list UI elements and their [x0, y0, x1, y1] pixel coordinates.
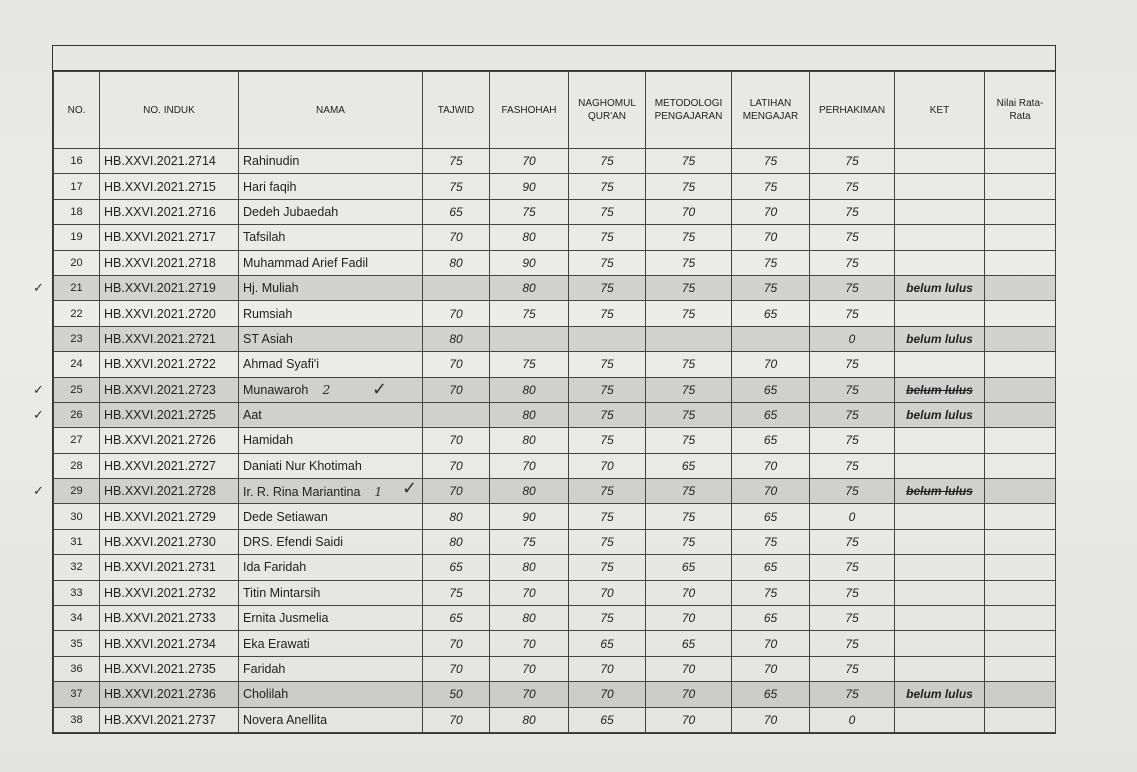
cell-latihan: 70 [732, 656, 810, 681]
cell-fashohah: 90 [490, 504, 569, 529]
cell-nilai-rata-rata [985, 225, 1056, 250]
table-row [54, 656, 1056, 681]
table-row [54, 580, 1056, 605]
cell-perhakiman: 75 [810, 199, 895, 224]
cell-nama: Hj. Muliah [239, 275, 423, 300]
cell-naghomul: 75 [569, 301, 646, 326]
cell-naghomul: 75 [569, 606, 646, 631]
cell-nama: Eka Erawati [239, 631, 423, 656]
cell-nama: Hamidah [239, 428, 423, 453]
cell-latihan: 70 [732, 199, 810, 224]
cell-fashohah: 70 [490, 656, 569, 681]
cell-metodologi: 75 [646, 352, 732, 377]
cell-tajwid: 70 [423, 225, 490, 250]
cell-nama: ST Asiah [239, 326, 423, 351]
cell-no-induk: HB.XXVI.2021.2714 [100, 149, 239, 174]
cell-tajwid: 80 [423, 504, 490, 529]
cell-ket [895, 555, 985, 580]
cell-metodologi: 70 [646, 707, 732, 732]
cell-metodologi: 75 [646, 250, 732, 275]
cell-nama: Dede Setiawan [239, 504, 423, 529]
cell-ket [895, 453, 985, 478]
cell-tajwid: 80 [423, 250, 490, 275]
cell-latihan: 70 [732, 707, 810, 732]
cell-no-induk: HB.XXVI.2021.2732 [100, 580, 239, 605]
cell-ket: belum lulus [895, 275, 985, 300]
cell-perhakiman: 75 [810, 301, 895, 326]
cell-tajwid: 70 [423, 301, 490, 326]
cell-fashohah: 75 [490, 301, 569, 326]
cell-latihan: 65 [732, 555, 810, 580]
cell-nama: Ernita Jusmelia [239, 606, 423, 631]
cell-no: 27 [54, 428, 100, 453]
header-nilai-rata-rata: Nilai Rata-Rata [985, 72, 1056, 149]
cell-latihan: 75 [732, 174, 810, 199]
cell-naghomul [569, 326, 646, 351]
cell-nilai-rata-rata [985, 707, 1056, 732]
cell-perhakiman: 75 [810, 275, 895, 300]
cell-no: 23 [54, 326, 100, 351]
cell-metodologi: 65 [646, 631, 732, 656]
cell-ket [895, 707, 985, 732]
cell-perhakiman: 75 [810, 656, 895, 681]
cell-ket [895, 580, 985, 605]
cell-ket [895, 199, 985, 224]
cell-nilai-rata-rata [985, 606, 1056, 631]
cell-nilai-rata-rata [985, 301, 1056, 326]
cell-tajwid: 70 [423, 631, 490, 656]
cell-tajwid: 75 [423, 149, 490, 174]
cell-ket [895, 250, 985, 275]
header-metodologi: METODOLOGI PENGAJARAN [646, 72, 732, 149]
cell-nilai-rata-rata [985, 555, 1056, 580]
cell-nilai-rata-rata [985, 174, 1056, 199]
header-fashohah: FASHOHAH [490, 72, 569, 149]
cell-naghomul: 75 [569, 428, 646, 453]
cell-ket [895, 631, 985, 656]
header-tajwid: TAJWID [423, 72, 490, 149]
cell-tajwid: 75 [423, 580, 490, 605]
cell-tajwid: 65 [423, 606, 490, 631]
cell-perhakiman: 75 [810, 250, 895, 275]
cell-fashohah: 80 [490, 606, 569, 631]
cell-latihan: 70 [732, 453, 810, 478]
cell-metodologi: 70 [646, 656, 732, 681]
table-row [54, 352, 1056, 377]
cell-metodologi: 70 [646, 682, 732, 707]
cell-no-induk: HB.XXVI.2021.2722 [100, 352, 239, 377]
cell-fashohah: 75 [490, 352, 569, 377]
cell-ket [895, 301, 985, 326]
cell-latihan: 65 [732, 504, 810, 529]
margin-check-icon: ✓ [33, 408, 44, 423]
cell-no: 18 [54, 199, 100, 224]
cell-ket [895, 352, 985, 377]
cell-metodologi: 75 [646, 377, 732, 402]
cell-metodologi: 75 [646, 275, 732, 300]
cell-metodologi: 70 [646, 199, 732, 224]
cell-metodologi: 75 [646, 402, 732, 427]
cell-nama: Ida Faridah [239, 555, 423, 580]
table-row [54, 402, 1056, 427]
cell-no: 28 [54, 453, 100, 478]
cell-naghomul: 75 [569, 199, 646, 224]
cell-nama: Dedeh Jubaedah [239, 199, 423, 224]
cell-fashohah: 75 [490, 529, 569, 554]
cell-metodologi: 75 [646, 174, 732, 199]
cell-fashohah: 70 [490, 149, 569, 174]
table-row [54, 707, 1056, 732]
table-row [54, 275, 1056, 300]
cell-latihan: 75 [732, 275, 810, 300]
cell-nama: Muhammad Arief Fadil [239, 250, 423, 275]
header-no: NO. [54, 72, 100, 149]
cell-perhakiman: 75 [810, 225, 895, 250]
cell-ket [895, 225, 985, 250]
cell-perhakiman: 75 [810, 606, 895, 631]
cell-fashohah: 70 [490, 453, 569, 478]
cell-tajwid: 70 [423, 453, 490, 478]
cell-latihan: 70 [732, 225, 810, 250]
margin-check-icon: ✓ [33, 484, 44, 499]
cell-nama: Ahmad Syafi'i [239, 352, 423, 377]
cell-nilai-rata-rata [985, 479, 1056, 504]
cell-no: 19 [54, 225, 100, 250]
cell-tajwid: 65 [423, 199, 490, 224]
cell-perhakiman: 0 [810, 707, 895, 732]
cell-no-induk: HB.XXVI.2021.2728 [100, 479, 239, 504]
cell-no-induk: HB.XXVI.2021.2731 [100, 555, 239, 580]
cell-nama: Tafsilah [239, 225, 423, 250]
cell-nama: Faridah [239, 656, 423, 681]
cell-no-induk: HB.XXVI.2021.2720 [100, 301, 239, 326]
handwritten-check-icon: ✓ [402, 478, 418, 499]
cell-no-induk: HB.XXVI.2021.2727 [100, 453, 239, 478]
cell-naghomul: 75 [569, 555, 646, 580]
cell-nama: Titin Mintarsih [239, 580, 423, 605]
header-nama: NAMA [239, 72, 423, 149]
cell-fashohah: 80 [490, 707, 569, 732]
cell-nilai-rata-rata [985, 377, 1056, 402]
cell-no-induk: HB.XXVI.2021.2733 [100, 606, 239, 631]
cell-perhakiman: 75 [810, 631, 895, 656]
cell-fashohah: 80 [490, 377, 569, 402]
cell-no: 16 [54, 149, 100, 174]
cell-perhakiman: 75 [810, 453, 895, 478]
cell-fashohah: 70 [490, 580, 569, 605]
cell-ket [895, 606, 985, 631]
cell-latihan: 75 [732, 250, 810, 275]
cell-naghomul: 75 [569, 479, 646, 504]
cell-perhakiman: 75 [810, 580, 895, 605]
cell-nilai-rata-rata [985, 682, 1056, 707]
cell-no-induk: HB.XXVI.2021.2723 [100, 377, 239, 402]
table-row [54, 682, 1056, 707]
cell-ket [895, 174, 985, 199]
header-row [54, 72, 1056, 149]
cell-naghomul: 65 [569, 707, 646, 732]
table-row [54, 326, 1056, 351]
cell-no-induk: HB.XXVI.2021.2716 [100, 199, 239, 224]
cell-no: 26 [54, 402, 100, 427]
cell-tajwid: 70 [423, 479, 490, 504]
cell-ket: belum lulus [895, 326, 985, 351]
cell-naghomul: 70 [569, 580, 646, 605]
cell-metodologi: 65 [646, 555, 732, 580]
cell-tajwid: 65 [423, 555, 490, 580]
cell-ket: belum lulus [895, 377, 985, 402]
cell-latihan: 65 [732, 606, 810, 631]
cell-no-induk: HB.XXVI.2021.2718 [100, 250, 239, 275]
table-row [54, 555, 1056, 580]
cell-nama: Rumsiah [239, 301, 423, 326]
cell-naghomul: 75 [569, 250, 646, 275]
table-top-band [53, 46, 1055, 71]
header-naghomul: NAGHOMUL QUR'AN [569, 72, 646, 149]
cell-nilai-rata-rata [985, 402, 1056, 427]
handwritten-note: 1 [374, 483, 383, 499]
cell-perhakiman: 75 [810, 377, 895, 402]
cell-metodologi: 75 [646, 149, 732, 174]
cell-no: 22 [54, 301, 100, 326]
cell-metodologi: 70 [646, 580, 732, 605]
cell-fashohah: 80 [490, 555, 569, 580]
cell-latihan: 75 [732, 529, 810, 554]
cell-tajwid [423, 275, 490, 300]
cell-nilai-rata-rata [985, 580, 1056, 605]
cell-latihan: 65 [732, 377, 810, 402]
cell-perhakiman: 75 [810, 149, 895, 174]
margin-check-icon: ✓ [33, 281, 44, 296]
cell-latihan: 65 [732, 428, 810, 453]
cell-naghomul: 75 [569, 174, 646, 199]
table-row [54, 529, 1056, 554]
cell-metodologi: 75 [646, 225, 732, 250]
cell-no: 36 [54, 656, 100, 681]
cell-latihan: 70 [732, 479, 810, 504]
cell-nama: Ir. R. Rina Mariantina 1 [239, 479, 423, 504]
cell-fashohah: 90 [490, 174, 569, 199]
header-no-induk: NO. INDUK [100, 72, 239, 149]
cell-no: 32 [54, 555, 100, 580]
cell-perhakiman: 75 [810, 529, 895, 554]
table-row [54, 428, 1056, 453]
cell-no: 25 [54, 377, 100, 402]
cell-naghomul: 75 [569, 149, 646, 174]
cell-nilai-rata-rata [985, 352, 1056, 377]
cell-tajwid: 80 [423, 326, 490, 351]
cell-no: 30 [54, 504, 100, 529]
cell-no-induk: HB.XXVI.2021.2737 [100, 707, 239, 732]
cell-no: 31 [54, 529, 100, 554]
cell-nama: Daniati Nur Khotimah [239, 453, 423, 478]
cell-metodologi: 70 [646, 606, 732, 631]
cell-nama: Rahinudin [239, 149, 423, 174]
cell-tajwid: 75 [423, 174, 490, 199]
cell-nilai-rata-rata [985, 275, 1056, 300]
table-row [54, 301, 1056, 326]
cell-metodologi [646, 326, 732, 351]
cell-no-induk: HB.XXVI.2021.2729 [100, 504, 239, 529]
score-table [53, 71, 1056, 733]
cell-latihan: 75 [732, 580, 810, 605]
cell-fashohah: 80 [490, 479, 569, 504]
cell-naghomul: 75 [569, 504, 646, 529]
cell-naghomul: 75 [569, 377, 646, 402]
handwritten-check-icon: ✓ [372, 379, 388, 400]
cell-ket: belum lulus [895, 479, 985, 504]
cell-no-induk: HB.XXVI.2021.2717 [100, 225, 239, 250]
cell-latihan: 70 [732, 352, 810, 377]
cell-nilai-rata-rata [985, 428, 1056, 453]
cell-ket [895, 656, 985, 681]
cell-nilai-rata-rata [985, 149, 1056, 174]
cell-naghomul: 70 [569, 656, 646, 681]
cell-no-induk: HB.XXVI.2021.2721 [100, 326, 239, 351]
cell-metodologi: 75 [646, 504, 732, 529]
cell-tajwid [423, 402, 490, 427]
cell-ket: belum lulus [895, 682, 985, 707]
handwritten-note: 2 [322, 382, 331, 398]
cell-nilai-rata-rata [985, 199, 1056, 224]
cell-latihan: 65 [732, 402, 810, 427]
cell-no-induk: HB.XXVI.2021.2735 [100, 656, 239, 681]
cell-latihan: 70 [732, 631, 810, 656]
cell-fashohah: 90 [490, 250, 569, 275]
cell-fashohah: 80 [490, 428, 569, 453]
cell-tajwid: 80 [423, 529, 490, 554]
header-latihan: LATIHAN MENGAJAR [732, 72, 810, 149]
cell-naghomul: 75 [569, 275, 646, 300]
cell-fashohah: 80 [490, 275, 569, 300]
cell-tajwid: 70 [423, 707, 490, 732]
header-perhakiman: PERHAKIMAN [810, 72, 895, 149]
cell-perhakiman: 75 [810, 428, 895, 453]
cell-no: 20 [54, 250, 100, 275]
table-row [54, 631, 1056, 656]
cell-tajwid: 70 [423, 377, 490, 402]
cell-no: 29 [54, 479, 100, 504]
cell-ket: belum lulus [895, 402, 985, 427]
cell-no: 17 [54, 174, 100, 199]
cell-metodologi: 75 [646, 428, 732, 453]
cell-tajwid: 70 [423, 428, 490, 453]
cell-nama: Hari faqih [239, 174, 423, 199]
cell-nilai-rata-rata [985, 453, 1056, 478]
table-row [54, 174, 1056, 199]
cell-no: 21 [54, 275, 100, 300]
cell-perhakiman: 75 [810, 555, 895, 580]
cell-ket [895, 504, 985, 529]
cell-metodologi: 75 [646, 529, 732, 554]
table-row [54, 606, 1056, 631]
cell-nilai-rata-rata [985, 529, 1056, 554]
cell-fashohah [490, 326, 569, 351]
cell-latihan: 65 [732, 301, 810, 326]
cell-no: 37 [54, 682, 100, 707]
cell-naghomul: 70 [569, 453, 646, 478]
table-row [54, 479, 1056, 504]
cell-no: 38 [54, 707, 100, 732]
cell-fashohah: 70 [490, 631, 569, 656]
cell-nama: Munawaroh 2 [239, 377, 423, 402]
cell-perhakiman: 0 [810, 326, 895, 351]
cell-naghomul: 70 [569, 682, 646, 707]
cell-naghomul: 75 [569, 225, 646, 250]
cell-no: 33 [54, 580, 100, 605]
cell-latihan: 65 [732, 682, 810, 707]
cell-tajwid: 70 [423, 352, 490, 377]
cell-ket [895, 149, 985, 174]
cell-no-induk: HB.XXVI.2021.2726 [100, 428, 239, 453]
cell-latihan: 75 [732, 149, 810, 174]
cell-fashohah: 80 [490, 225, 569, 250]
header-ket: KET [895, 72, 985, 149]
cell-perhakiman: 75 [810, 479, 895, 504]
table-row [54, 504, 1056, 529]
cell-no: 35 [54, 631, 100, 656]
table-row [54, 225, 1056, 250]
cell-naghomul: 75 [569, 402, 646, 427]
cell-nama: Cholilah [239, 682, 423, 707]
margin-check-icon: ✓ [33, 383, 44, 398]
cell-nama: DRS. Efendi Saidi [239, 529, 423, 554]
cell-nama: Aat [239, 402, 423, 427]
cell-fashohah: 70 [490, 682, 569, 707]
cell-no-induk: HB.XXVI.2021.2725 [100, 402, 239, 427]
cell-metodologi: 75 [646, 301, 732, 326]
cell-fashohah: 80 [490, 402, 569, 427]
table-row [54, 377, 1056, 402]
cell-perhakiman: 75 [810, 174, 895, 199]
cell-perhakiman: 0 [810, 504, 895, 529]
table-row [54, 199, 1056, 224]
cell-perhakiman: 75 [810, 352, 895, 377]
cell-ket [895, 529, 985, 554]
cell-no-induk: HB.XXVI.2021.2736 [100, 682, 239, 707]
cell-fashohah: 75 [490, 199, 569, 224]
cell-perhakiman: 75 [810, 402, 895, 427]
cell-nilai-rata-rata [985, 631, 1056, 656]
cell-no-induk: HB.XXVI.2021.2730 [100, 529, 239, 554]
cell-latihan [732, 326, 810, 351]
cell-nilai-rata-rata [985, 326, 1056, 351]
cell-nilai-rata-rata [985, 250, 1056, 275]
cell-no: 34 [54, 606, 100, 631]
cell-naghomul: 75 [569, 352, 646, 377]
table-row [54, 149, 1056, 174]
cell-no-induk: HB.XXVI.2021.2719 [100, 275, 239, 300]
score-table-frame [52, 45, 1056, 734]
cell-metodologi: 65 [646, 453, 732, 478]
table-row [54, 250, 1056, 275]
cell-nilai-rata-rata [985, 656, 1056, 681]
cell-perhakiman: 75 [810, 682, 895, 707]
cell-ket [895, 428, 985, 453]
cell-no: 24 [54, 352, 100, 377]
cell-no-induk: HB.XXVI.2021.2715 [100, 174, 239, 199]
cell-nilai-rata-rata [985, 504, 1056, 529]
cell-tajwid: 50 [423, 682, 490, 707]
cell-naghomul: 75 [569, 529, 646, 554]
cell-metodologi: 75 [646, 479, 732, 504]
cell-tajwid: 70 [423, 656, 490, 681]
cell-naghomul: 65 [569, 631, 646, 656]
table-row [54, 453, 1056, 478]
cell-nama: Novera Anellita [239, 707, 423, 732]
cell-no-induk: HB.XXVI.2021.2734 [100, 631, 239, 656]
